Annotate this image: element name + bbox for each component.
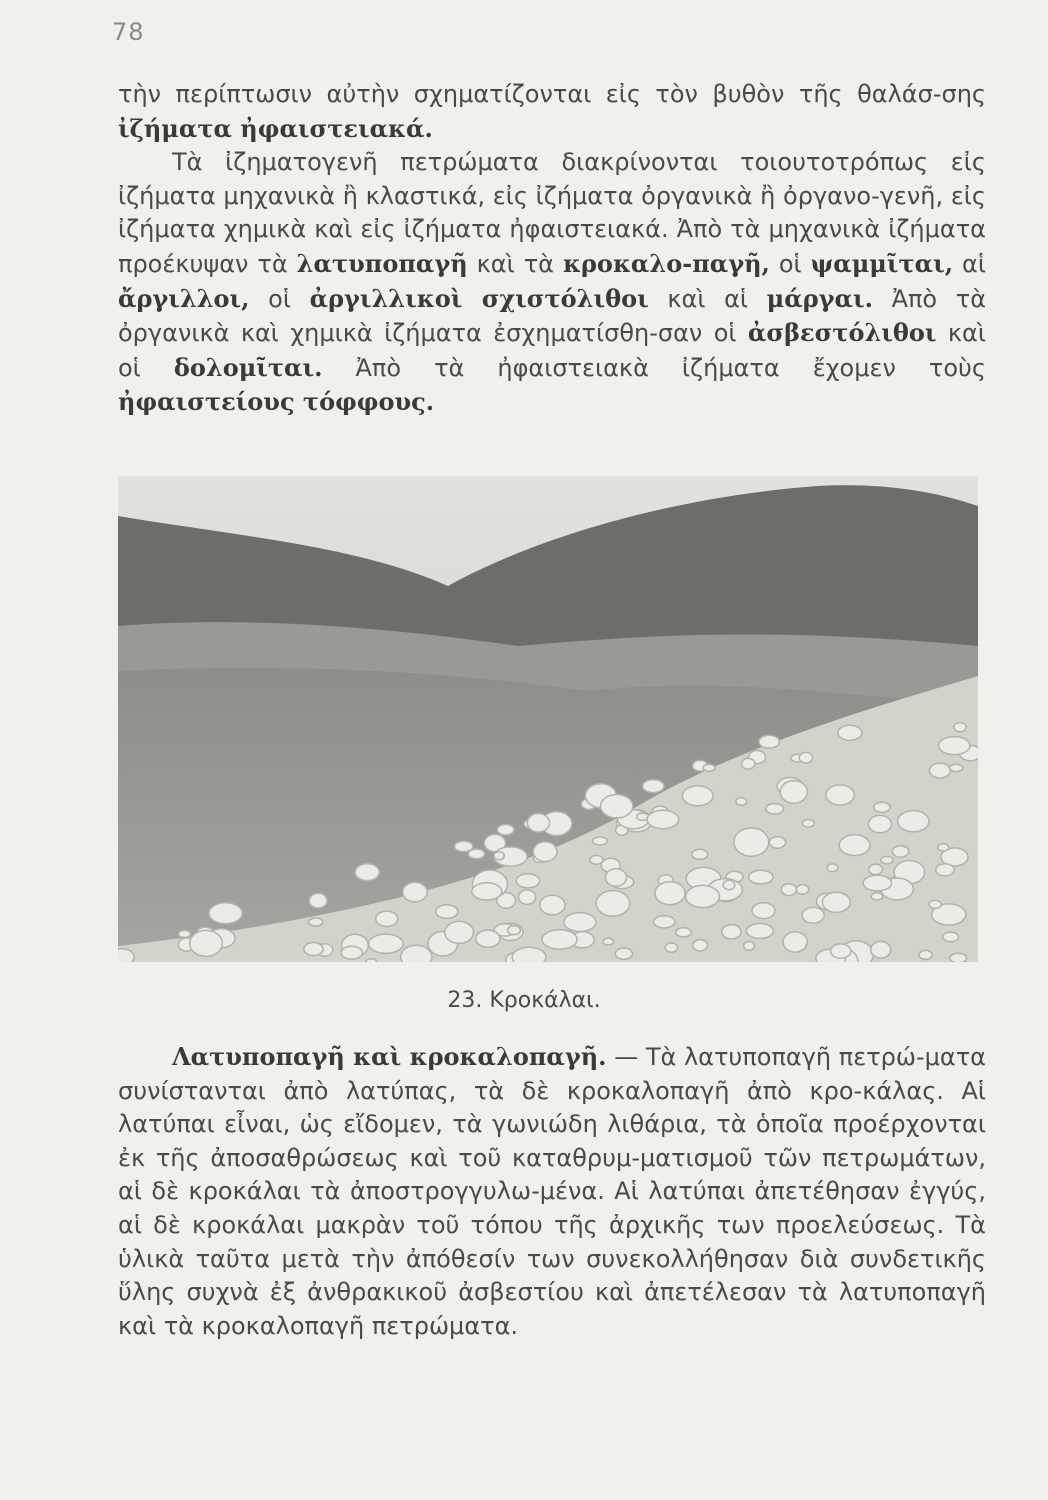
pebble: [799, 752, 812, 763]
pebble: [376, 911, 398, 926]
pebble: [369, 934, 404, 953]
pebble: [736, 798, 747, 806]
pebble: [519, 890, 536, 904]
pebble: [403, 882, 428, 901]
pebble: [822, 892, 850, 912]
term-dolomitai: δολομῖται.: [173, 352, 323, 382]
pebble: [744, 942, 755, 951]
pebble: [540, 895, 565, 915]
text-run: Ἀπὸ τὰ ὀργανικὰ καὶ χημικὰ ἰζήματα ἐσχηματίσθη-σαν οἱ: [118, 284, 987, 348]
pebble: [781, 884, 796, 896]
text-run: Τὰ ἰζηματογενῆ πετρώματα διακρίνονται τοιουτοτρόπως εἰς ἰζήματα μηχανικὰ ἢ κλαστικά, εἰς ἰζήματα ὀργανικὰ ἢ ὀργανο-γενῆ, εἰς ἰζήματα χημικὰ καὶ εἰς ἰζήματα ἠφαιστειακά. Ἀπὸ τὰ μηχανικὰ ἰζήματα προέκυψαν τὰ: [118, 148, 986, 278]
pebble: [929, 763, 950, 778]
pebble: [868, 815, 891, 832]
pebble: [355, 864, 379, 881]
pebble: [892, 846, 908, 857]
pebble: [472, 883, 502, 900]
pebble: [802, 820, 814, 828]
pebble: [734, 828, 769, 856]
text-run: καὶ τὰ: [467, 249, 563, 278]
pebble: [863, 875, 891, 891]
pebble: [723, 880, 735, 889]
pebble: [759, 735, 779, 748]
pebble: [749, 870, 773, 884]
text-run: καὶ οἱ: [118, 319, 986, 382]
pebble: [603, 938, 614, 945]
pebble: [401, 945, 432, 962]
term-margai: μάργαι.: [766, 283, 873, 313]
pebble: [838, 725, 862, 740]
term-argilloi: ἄργιλλοι,: [118, 283, 250, 313]
pebble: [601, 795, 633, 818]
pebble: [309, 918, 323, 926]
intro-text: τὴν περίπτωσιν αὐτὴν σχηματίζονται εἰς τὸν βυθὸν τῆς θαλάσ-σης: [118, 80, 986, 108]
page-number: 78: [112, 18, 145, 46]
pebble: [647, 810, 679, 828]
pebble: [871, 941, 891, 958]
photo-illustration: [118, 476, 978, 962]
pebble: [898, 811, 929, 832]
pebble: [919, 950, 932, 959]
pebble: [178, 930, 190, 937]
pebble: [309, 893, 327, 908]
pebble: [615, 948, 632, 959]
pebble: [954, 723, 966, 732]
pebble: [692, 849, 708, 859]
pebble: [655, 882, 685, 905]
text-run: Ἀπὸ τὰ ἠφαιστειακὰ ἰζήματα ἔχομεν τοὺς: [322, 353, 987, 382]
pebble: [802, 907, 824, 923]
pebble: [643, 780, 665, 793]
pebble: [676, 928, 692, 937]
pebble: [950, 953, 967, 962]
intro-paragraph: [118, 78, 986, 146]
pebble: [190, 930, 223, 956]
text-run: καὶ αἱ: [648, 284, 767, 313]
pebble: [445, 921, 474, 943]
pebble: [436, 905, 458, 919]
pebble: [950, 764, 963, 771]
term-tofoi: ἠφαιστείους τόφφους.: [118, 387, 435, 417]
text-run: οἱ: [769, 249, 811, 278]
pebble: [742, 758, 755, 769]
pebble: [766, 804, 784, 814]
bottom-text-block: [118, 1040, 986, 1343]
pebble: [508, 926, 521, 935]
pebble: [869, 864, 883, 875]
pebble: [494, 852, 504, 860]
pebble: [593, 837, 608, 845]
pebble: [783, 932, 807, 952]
pebble: [512, 947, 546, 962]
top-text-block: [118, 78, 986, 420]
pebble: [682, 786, 713, 806]
pebble: [366, 959, 376, 962]
pebble: [943, 932, 959, 942]
pebble: [831, 944, 851, 958]
pebble: [516, 874, 539, 888]
pebble: [929, 900, 941, 908]
pebble: [605, 869, 626, 886]
pebble: [654, 916, 675, 928]
pebble: [527, 814, 549, 833]
text-run: οἱ: [249, 284, 310, 313]
pebble: [686, 885, 720, 907]
pebble: [209, 903, 242, 924]
pebble: [341, 946, 362, 959]
pebble: [468, 849, 484, 859]
section-paragraph: [118, 1040, 986, 1343]
pebble: [665, 943, 677, 952]
pebble: [796, 885, 809, 895]
pebble: [533, 842, 557, 862]
term-krokalopagi: κροκαλο-παγῆ,: [562, 248, 770, 278]
pebble: [881, 856, 893, 863]
pebble: [542, 930, 577, 949]
section-heading: Λατυποπαγῆ καὶ κροκαλοπαγῆ.: [172, 1042, 607, 1071]
pebble: [304, 943, 323, 956]
pebble: [839, 835, 870, 856]
term-asvestolithoi: ἀσβεστόλιθοι: [747, 318, 937, 348]
term-psammitai: ψαμμῖται,: [810, 248, 954, 278]
pebble: [874, 802, 890, 812]
pebble: [497, 825, 514, 835]
figure-caption: 23. Κροκάλαι.: [447, 988, 601, 1013]
pebble: [564, 913, 596, 932]
pebble: [752, 903, 775, 919]
pebble: [936, 864, 955, 876]
pebble: [693, 940, 708, 951]
pebble: [871, 893, 882, 900]
term-latypopagi: λατυποπαγῆ: [296, 248, 468, 278]
pebble: [476, 930, 500, 947]
text-run: αἱ: [953, 249, 987, 278]
pebble: [722, 925, 741, 939]
term-schistolithoi: ἀργιλλικοὶ σχιστόλιθοι: [309, 283, 649, 313]
pebble: [939, 737, 970, 755]
classification-paragraph: [118, 146, 986, 420]
pebble: [703, 764, 715, 771]
section-body: — Τὰ λατυποπαγῆ πετρώ-ματα συνίστανται ἀπὸ λατύπας, τὰ δὲ κροκαλοπαγῆ ἀπὸ κρο-κάλας. Αἱ λατύπαι εἶναι, ὡς εἴδομεν, τὰ γωνιώδη λιθάρια, τὰ ὁποῖα προέρχονται ἐκ τῆς ἀποσαθρώσεως καὶ τοῦ καταθρυμ-ματισμοῦ τῶν πετρωμάτων, αἱ δὲ κροκάλαι τὰ ἀποστρογγυλω-μένα. Αἱ λατύπαι ἀπετέθησαν ἐγγύς, αἱ δὲ κροκάλαι μακρὰν τοῦ τόπου τῆς ἀρχικῆς των προελεύσεως. Τὰ ὑλικὰ ταῦτα μετὰ τὴν ἀπόθεσίν των συνεκολλήθησαν διὰ συνδετικῆς ὕλης συχνὰ ἐξ ἀνθρακικοῦ ἀσβεστίου καὶ ἀπετέλεσαν τὰ λατυποπαγῆ καὶ τὰ κροκαλοπαγῆ πετρώματα.: [118, 1043, 986, 1340]
pebble: [746, 924, 773, 939]
pebble: [780, 781, 807, 804]
intro-term: ἰζήματα ἠφαιστειακά.: [118, 113, 433, 143]
pebble: [596, 891, 630, 917]
figure-photo-pebble-beach: [118, 476, 978, 962]
pebble: [769, 837, 785, 849]
pebble: [826, 785, 854, 805]
pebble: [938, 844, 949, 851]
pebble: [827, 864, 838, 872]
